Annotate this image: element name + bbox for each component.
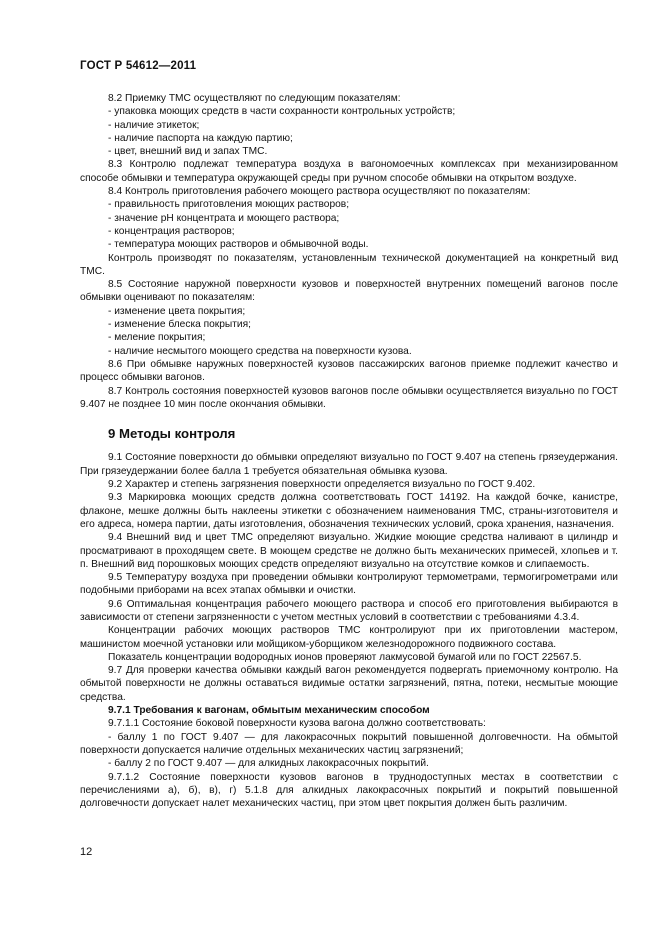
list-item: - цвет, внешний вид и запах ТМС. xyxy=(108,146,268,158)
paragraph: 9.7 Для проверки качества обмывки каждый вагон рекомендуется подвергать приемочному контролю. На обмытой поверхности не должны оставаться видимые остатки загрязнений, пятна, потеки, несмытые моющие средства. xyxy=(80,665,618,703)
paragraph: 8.6 При обмывке наружных поверхностей кузовов пассажирских вагонов приемке подлежит качество и процесс обмывки вагонов. xyxy=(80,358,618,384)
paragraph: 9.6 Оптимальная концентрация рабочего моющего раствора и способ его приготовления выбираются в зависимости от степени загрязненности с учетом местных условий в соответствии с требованиями 4.3.4. xyxy=(80,598,618,623)
standard-header: ГОСТ Р 54612—2011 xyxy=(80,60,197,72)
paragraph: 8.5 Состояние наружной поверхности кузовов и поверхностей внутренних помещений вагонов после обмывки оценивают по показателям: xyxy=(80,279,618,304)
list-item: - концентрация растворов; xyxy=(108,225,235,237)
section-title: 9 Методы контроля xyxy=(108,426,236,442)
subsection-heading: 9.7.1 Требования к вагонам, обмытым механическим способом xyxy=(108,705,430,717)
list-item: - правильность приготовления моющих растворов; xyxy=(108,199,350,211)
paragraph: 9.7.1.1 Состояние боковой поверхности кузова вагона должно соответствовать: xyxy=(108,718,486,730)
paragraph: 9.2 Характер и степень загрязнения поверхности определяется визуально по ГОСТ 9.402. xyxy=(108,479,536,491)
document-body xyxy=(80,92,618,810)
paragraph: 8.3 Контролю подлежат температура воздуха в вагономоечных комплексах при механизированном способе обмывки и температура окружающей среды при ручном способе обмывки на открытом воздухе. xyxy=(80,159,618,184)
list-item: - наличие паспорта на каждую партию; xyxy=(108,132,293,144)
list-item: - наличие этикеток; xyxy=(108,119,200,131)
list-item: - упаковка моющих средств в части сохранности контрольных устройств; xyxy=(108,106,456,118)
paragraph: Контроль производят по показателям, установленным технической документацией на конкретный вид ТМС. xyxy=(80,252,618,277)
list-item: - изменение цвета покрытия; xyxy=(108,305,246,317)
paragraph: 9.4 Внешний вид и цвет ТМС определяют визуально. Жидкие моющие средства наливают в цилиндр и просматривают в проходящем свете. В моющем средстве не должно быть механических примесей, хлопьев и т. п. Внешний вид порошковых моющих средств определяют визуально на отсутствие комков и слипаемость. xyxy=(80,532,618,570)
paragraph: Показатель концентрации водородных ионов проверяют лакмусовой бумагой или по ГОСТ 22567.5. xyxy=(108,651,582,663)
paragraph: 9.5 Температуру воздуха при проведении обмывки контролируют термометрами, термогигрометрами или подобными приборами на всех этапах обмывки и очистки. xyxy=(80,572,618,597)
paragraph: 8.4 Контроль приготовления рабочего моющего раствора осуществляют по показателям: xyxy=(108,186,531,198)
list-item: - наличие несмытого моющего средства на поверхности кузова. xyxy=(108,345,412,357)
paragraph: 9.1 Состояние поверхности до обмывки определяют визуально по ГОСТ 9.407 на степень грязеудержания. При грязеудержании более балла 1 требуется обязательная обмывка кузова. xyxy=(80,452,618,477)
list-item: - температура моющих растворов и обмывочной воды. xyxy=(108,239,369,251)
list-item: - меление покрытия; xyxy=(108,332,206,344)
paragraph: 9.7.1.2 Состояние поверхности кузовов вагонов в труднодоступных местах в соответствии с перечислениями а), б), в), г) 5.1.8 для алкидных лакокрасочных покрытий и покрытий повышенной долговечности допускает налет механических частиц, при этом цвет покрытия должен быть различим. xyxy=(80,771,618,810)
page-number: 12 xyxy=(80,846,93,858)
list-item: - изменение блеска покрытия; xyxy=(108,319,251,331)
paragraph: Концентрации рабочих моющих растворов ТМС контролируют при их приготовлении мастером, машинистом моечной установки или мойщиком-уборщиком железнодорожного подвижного состава. xyxy=(80,625,618,650)
paragraph: 8.2 Приемку ТМС осуществляют по следующим показателям: xyxy=(108,93,401,104)
list-item: - значение pH концентрата и моющего раствора; xyxy=(108,212,340,224)
paragraph: 8.7 Контроль состояния поверхностей кузовов вагонов после обмывки осуществляется визуально по ГОСТ 9.407 не позднее 10 мин после окончания обмывки. xyxy=(80,385,618,410)
paragraph: 9.3 Маркировка моющих средств должна соответствовать ГОСТ 14192. На каждой бочке, канистре, флаконе, мешке должны быть наклеены этикетки с обозначением наименования ТМС, страны-изготовителя и его адреса, номера партии, даты изготовления, обозначения технических условий, срока хранения, назначения. xyxy=(80,492,618,530)
list-item: - баллу 1 по ГОСТ 9.407 — для лакокрасочных покрытий повышенной долговечности. На обмытой поверхности допускается наличие отдельных механических частиц загрязнений; xyxy=(80,731,618,756)
list-item: - баллу 2 по ГОСТ 9.407 — для алкидных лакокрасочных покрытий. xyxy=(108,758,429,770)
